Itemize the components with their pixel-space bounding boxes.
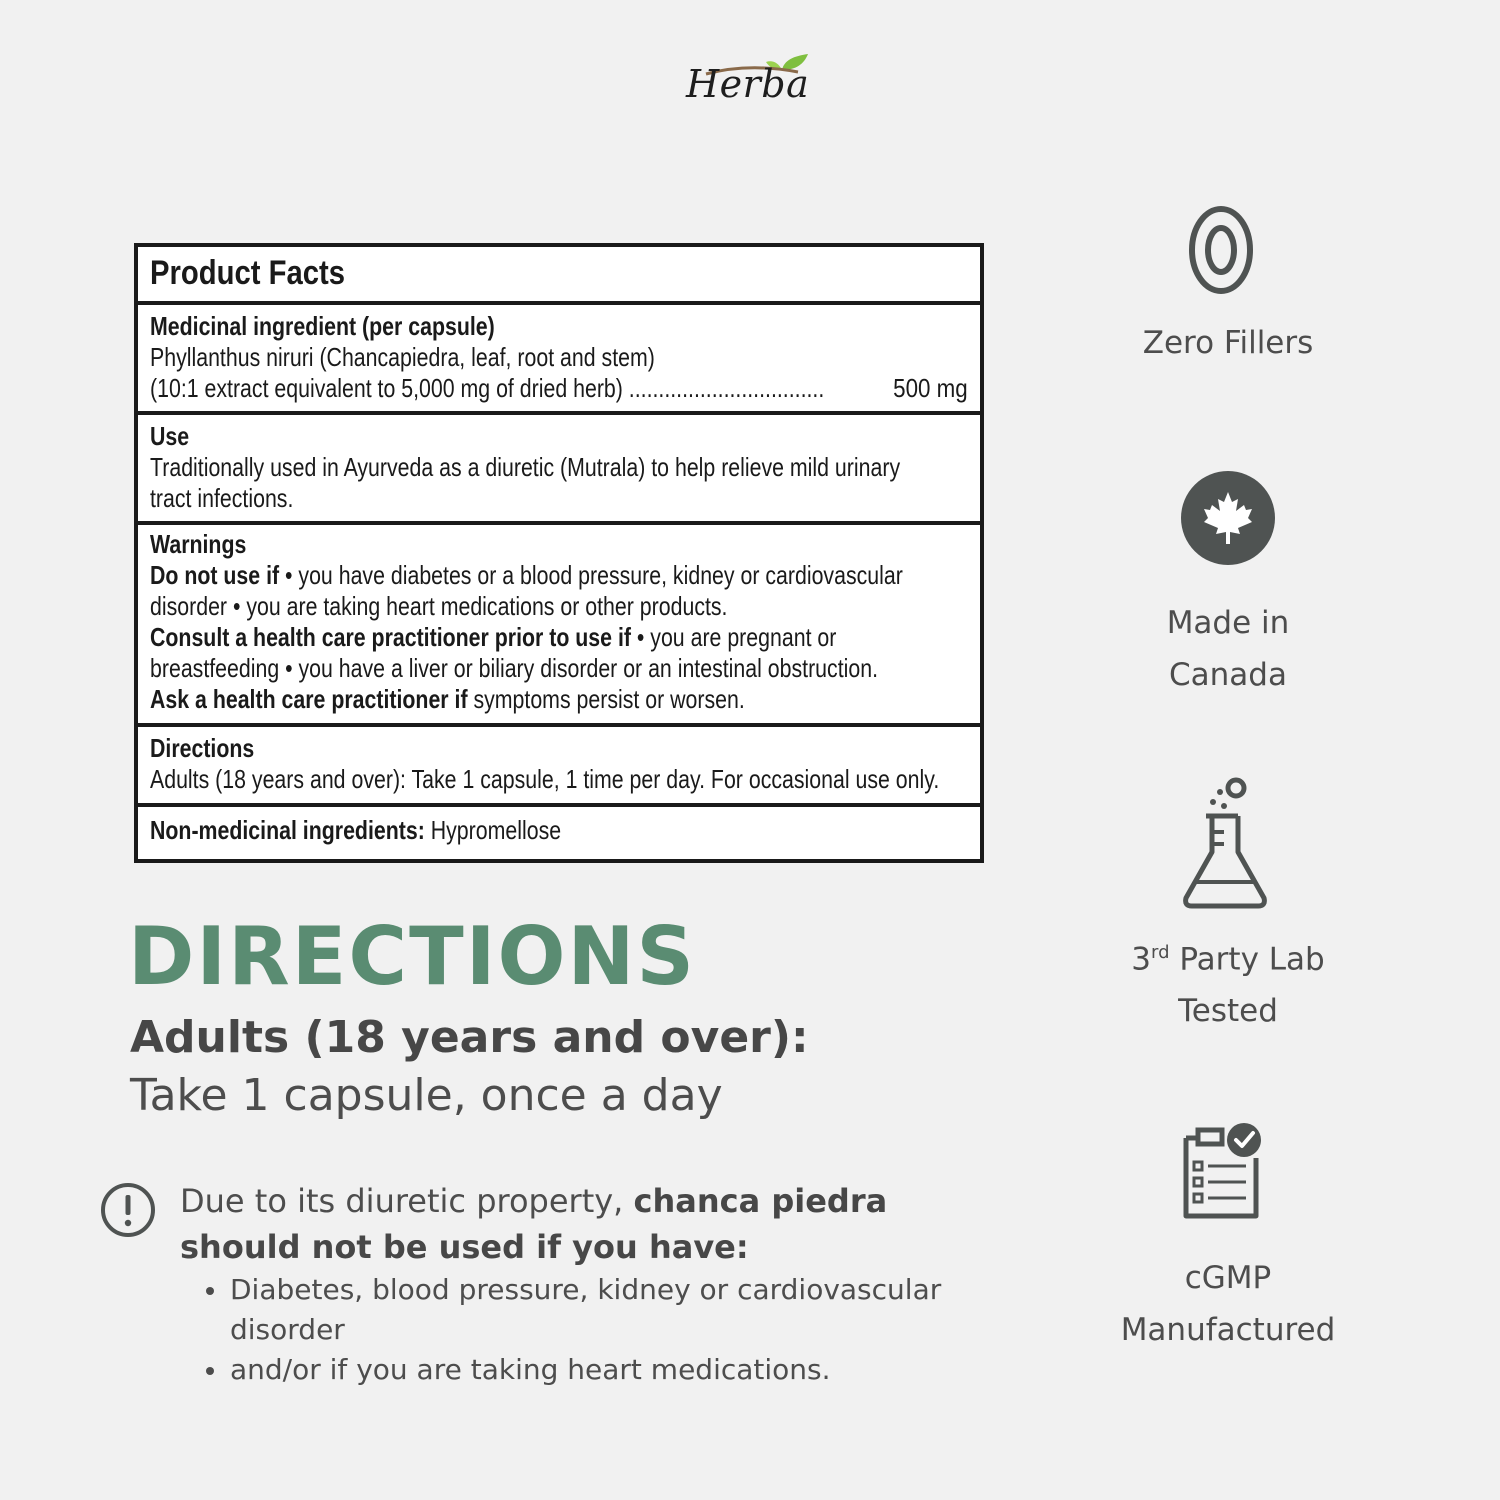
use-heading: Use: [150, 421, 190, 451]
exclamation-circle-icon: [100, 1182, 156, 1238]
use-line-2: tract infections.: [150, 483, 294, 513]
medicinal-ingredient-section: [138, 305, 980, 415]
flask-icon: [1180, 776, 1270, 914]
warning-line-1: Due to its diuretic property, chanca piedra: [180, 1182, 888, 1220]
brand-logo: [686, 52, 816, 108]
use-line-1: Traditionally used in Ayurveda as a diuretic (Mutrala) to help relieve mild urinary: [150, 452, 901, 482]
directions-heading: DIRECTIONS: [128, 910, 697, 1003]
checklist-icon: [1178, 1118, 1268, 1226]
feature-label-cgmp: cGMP Manufactured: [1120, 1260, 1336, 1348]
warnings-section: [138, 525, 980, 727]
medicinal-line-2: (10:1 extract equivalent to 5,000 mg of dried herb) .................................: [150, 373, 825, 403]
maple-leaf-icon: [1180, 470, 1276, 570]
warnings-heading: Warnings: [150, 529, 247, 559]
list-item: Diabetes, blood pressure, kidney or cardiovascular disorder: [204, 1270, 990, 1350]
facts-title: Product Facts: [150, 254, 345, 292]
directions-text: Take 1 capsule, once a day: [130, 1070, 723, 1121]
logo-text: Herba: [686, 62, 810, 106]
non-medicinal-section: [138, 807, 980, 855]
feature-label-lab-tested: 3rd Party Lab Tested: [1131, 941, 1325, 1030]
facts-title-section: [138, 247, 980, 305]
feature-label-zero-fillers: Zero Fillers: [1142, 325, 1314, 361]
warnings-line-4: breastfeeding • you have a liver or biliary disorder or an intestinal obstruction.: [150, 653, 878, 683]
medicinal-line-1: Phyllanthus niruri (Chancapiedra, leaf, root and stem): [150, 342, 655, 372]
use-section: [138, 415, 980, 525]
feature-label-made-in-canada: Made in Canada: [1166, 605, 1290, 693]
warnings-line-3: Consult a health care practitioner prior to use if • you are pregnant or: [150, 622, 837, 652]
medicinal-heading: Medicinal ingredient (per capsule): [150, 311, 495, 341]
medicinal-amount: 500 mg: [893, 373, 968, 403]
directions-facts-heading: Directions: [150, 733, 255, 763]
directions-facts-line: Adults (18 years and over): Take 1 capsule, 1 time per day. For occasional use only.: [150, 764, 940, 794]
warnings-line-5: Ask a health care practitioner if symptoms persist or worsen.: [150, 684, 745, 714]
directions-subheading: Adults (18 years and over):: [130, 1012, 809, 1063]
zero-icon: [1188, 205, 1254, 299]
non-medicinal-line: Non-medicinal ingredients: Hypromellose: [150, 815, 562, 845]
warning-bullet-list: [204, 1270, 1004, 1390]
warnings-line-2: disorder • you are taking heart medications or other products.: [150, 591, 728, 621]
product-facts-panel: [134, 243, 984, 863]
list-item: and/or if you are taking heart medications.: [204, 1350, 1004, 1390]
directions-facts-section: [138, 727, 980, 807]
warnings-line-1: Do not use if • you have diabetes or a blood pressure, kidney or cardiovascular: [150, 560, 903, 590]
warning-line-2: should not be used if you have:: [180, 1228, 749, 1266]
